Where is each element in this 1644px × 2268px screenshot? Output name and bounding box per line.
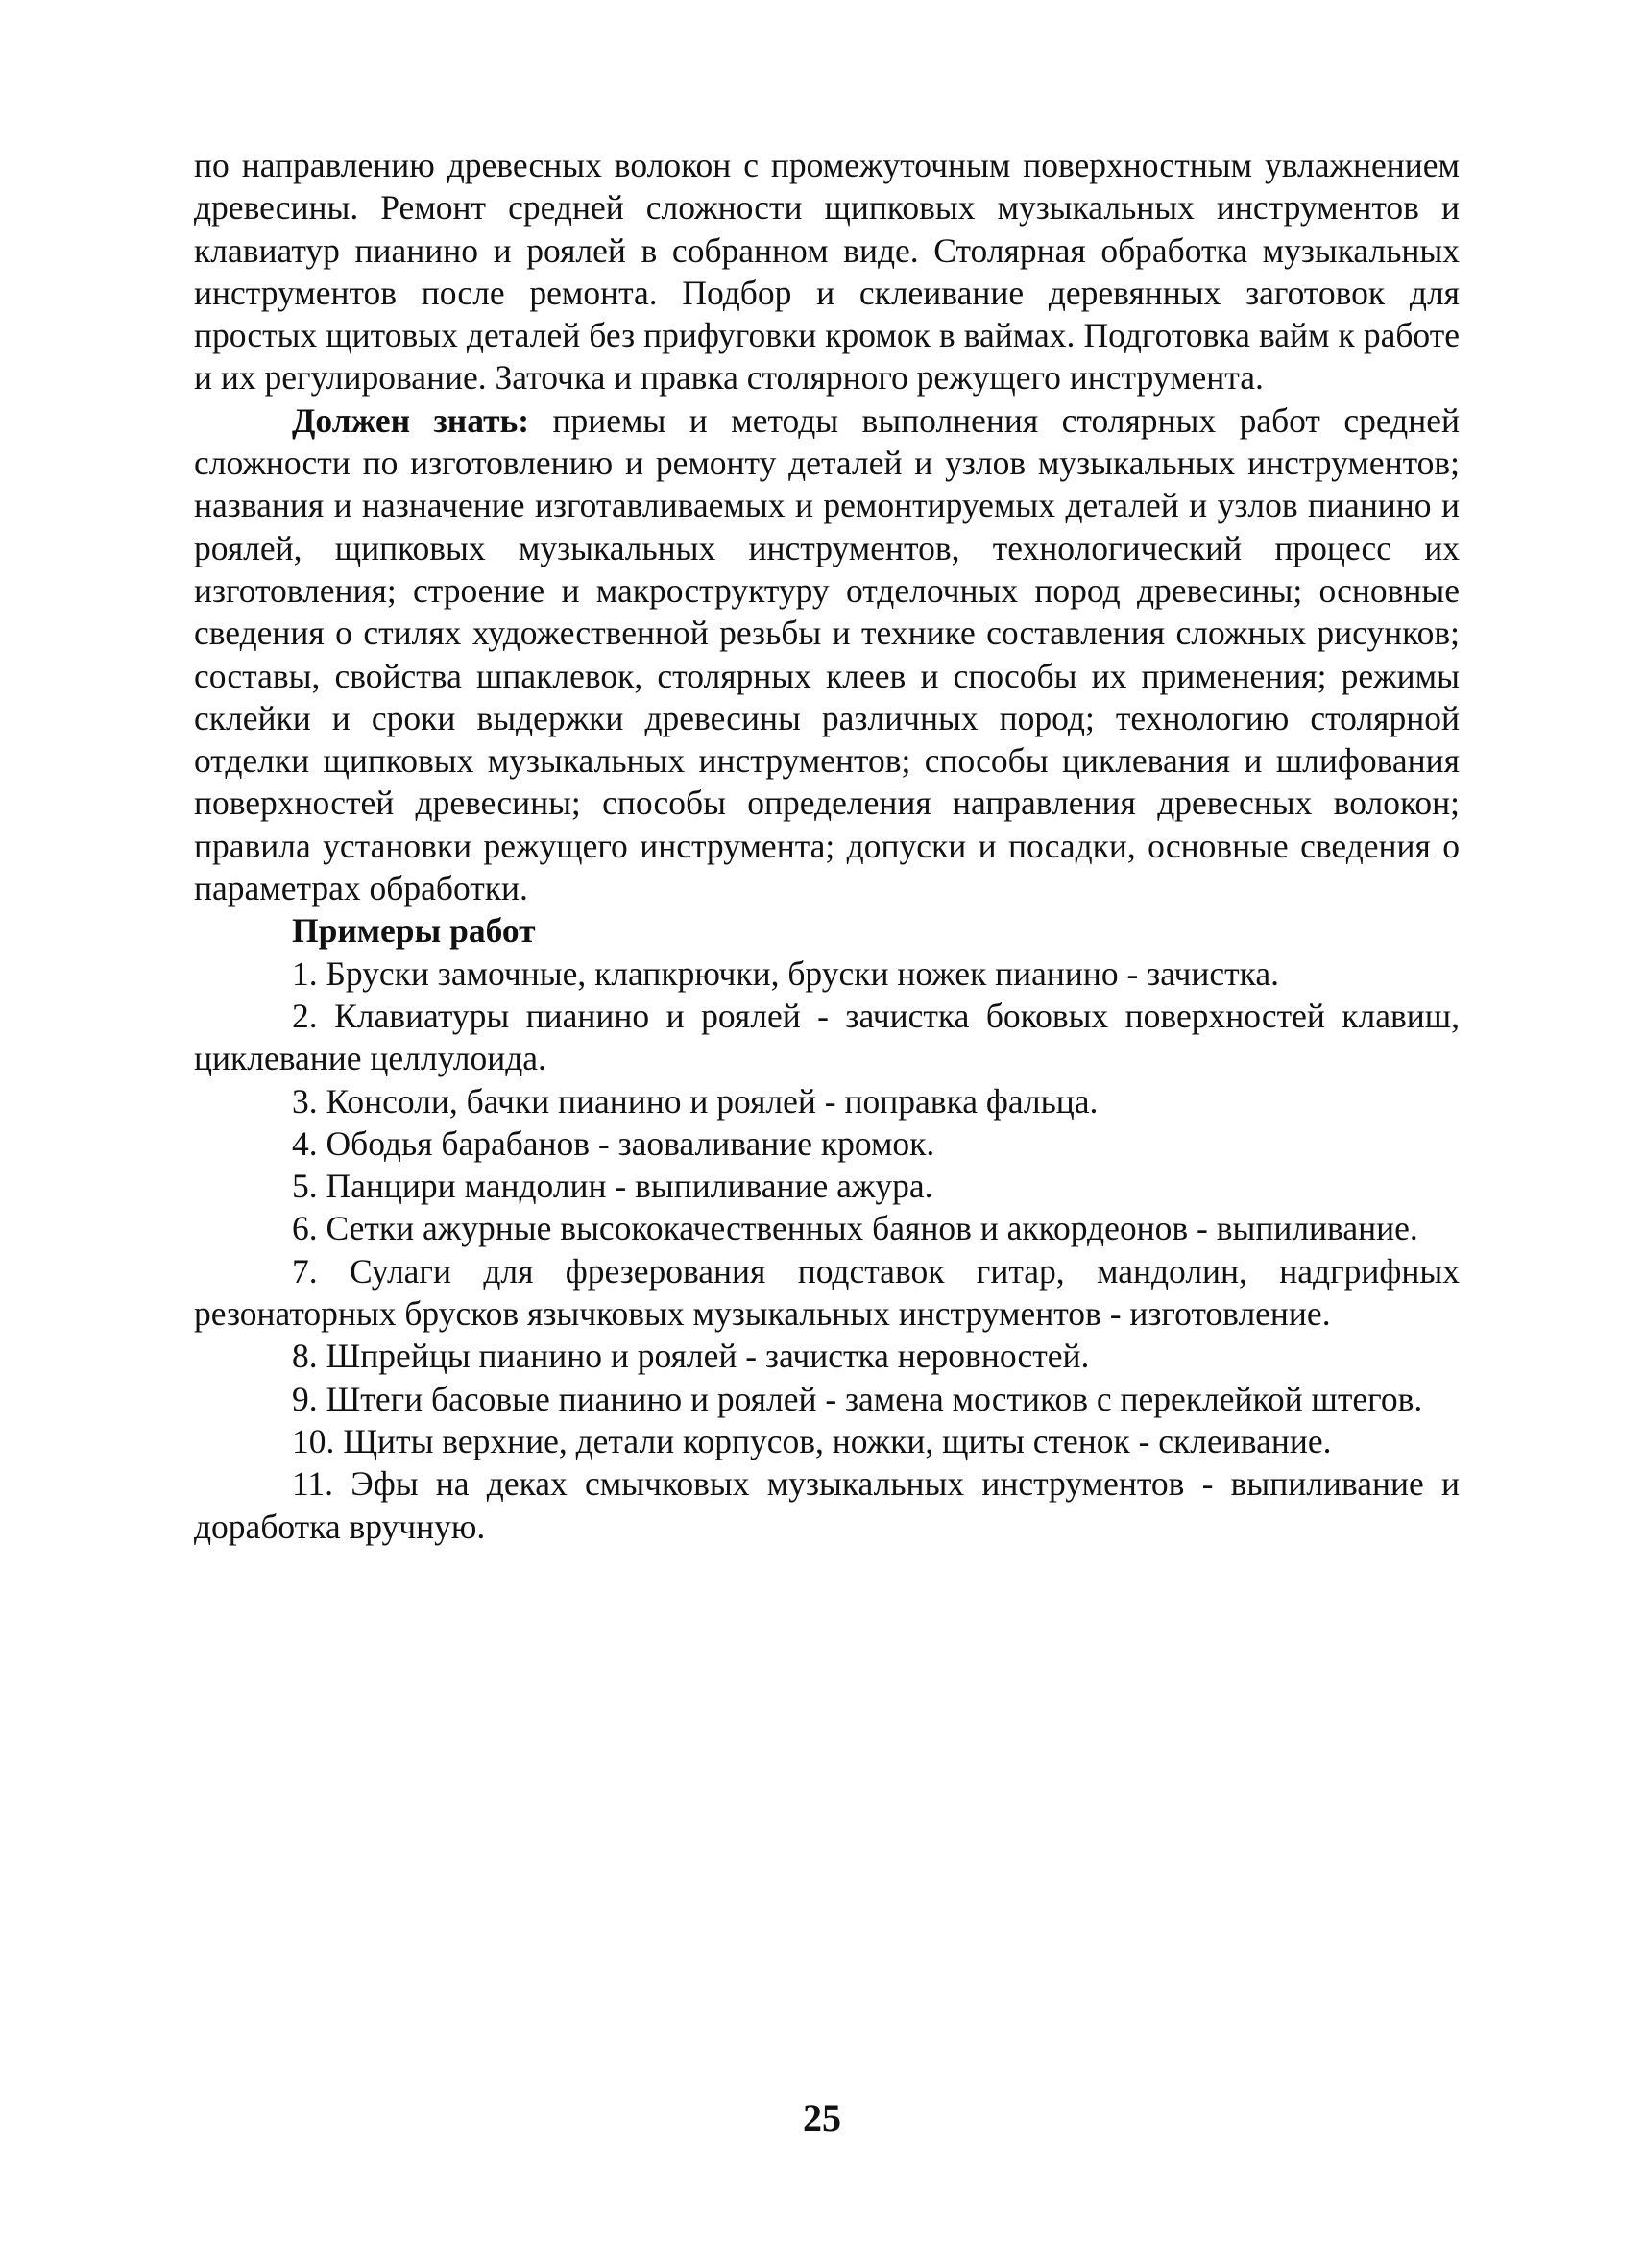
knowledge-paragraph [194,399,1460,910]
knowledge-label: Должен знать: [292,400,530,440]
list-item: 9. Штеги басовые пианино и роялей - замена мостиков с переклейкой штегов. [292,1379,1423,1418]
page-body [194,144,1460,1548]
list-item: 5. Панцири мандолин - выпиливание ажура. [292,1167,933,1206]
list-item: 11. Эфы на деках смычковых музыкальных инструментов - выпиливание и доработка вручную. [194,1464,1460,1546]
page-number: 25 [803,2096,841,2139]
examples-list [194,953,1460,1548]
list-item: 8. Шпрейцы пианино и роялей - зачистка неровностей. [292,1337,1090,1376]
list-item: 1. Бруски замочные, клапкрючки, бруски ножек пианино - зачистка. [292,953,1280,993]
list-item: 7. Сулаги для фрезерования подставок гитар, мандолин, надгрифных резонаторных брусков язычковых музыкальных инструментов - изготовление. [194,1251,1460,1334]
list-item: 2. Клавиатуры пианино и роялей - зачистка боковых поверхностей клавиш, циклевание целлулоида. [194,996,1460,1078]
knowledge-text: приемы и методы выполнения столярных работ средней сложности по изготовлению и ремонту деталей и узлов музыкальных инструментов; названия и назначение изготавливаемых и ремонтируемых деталей и узлов пианино и роялей, щипковых музыкальных инструментов, технологический процесс их изготовления; строение и макроструктуру отделочных пород древесины; основные сведения о стилях художественной резьбы и технике составления сложных рисунков; составы, свойства шпаклевок, столярных клеев и способы их применения; режимы склейки и сроки выдержки древесины различных пород; технологию столярной отделки щипковых музыкальных инструментов; способы циклевания и шлифования поверхностей древесины; способы определения направления древесных волокон; правила установки режущего инструмента; допуски и посадки, основные сведения о параметрах обработки. [194,400,1460,908]
list-item: 4. Ободья барабанов - заоваливание кромок. [292,1123,935,1163]
examples-heading: Примеры работ [292,911,536,951]
list-item: 6. Сетки ажурные высококачественных баянов и аккордеонов - выпиливание. [292,1209,1418,1248]
list-item: 3. Консоли, бачки пианино и роялей - поправка фальца. [292,1081,1099,1121]
list-item: 10. Щиты верхние, детали корпусов, ножки, щиты стенок - склеивание. [292,1421,1332,1460]
intro-paragraph: по направлению древесных волокон с промежуточным поверхностным увлажнением древесины. Ремонт средней сложности щипковых музыкальных инструментов и клавиатур пианино и роялей в собранном виде. Столярная обработка музыкальных инструментов после ремонта. Подбор и склеивание деревянных заготовок для простых щитовых деталей без прифуговки кромок в ваймах. Подготовка вайм к работе и их регулирование. Заточка и правка столярного режущего инструмента. [194,146,1460,398]
